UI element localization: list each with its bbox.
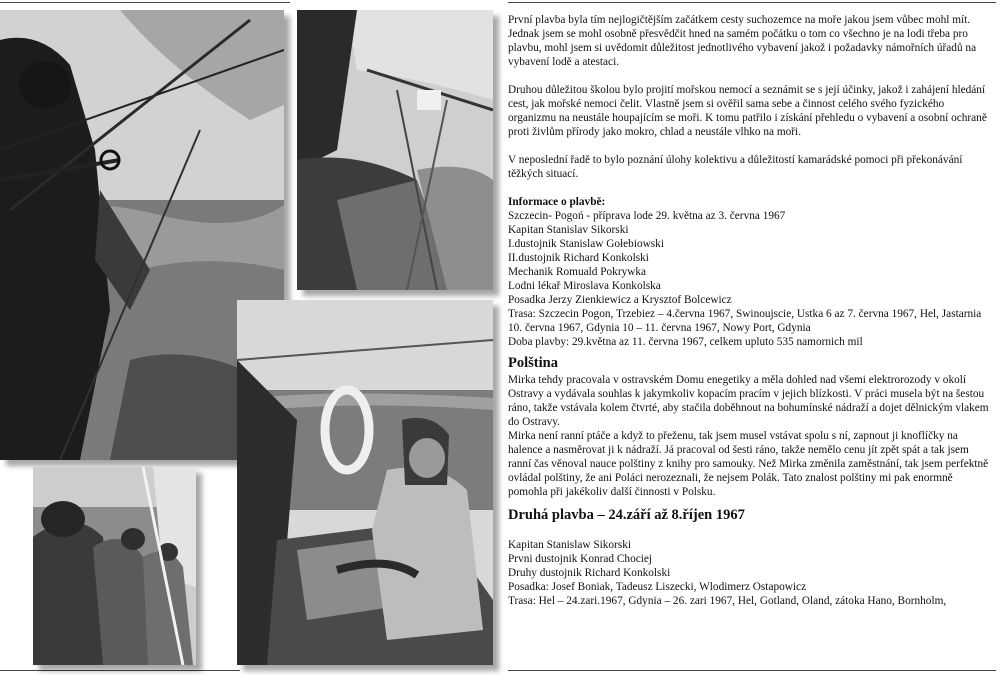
second-voyage-line: Trasa: Hel – 24.zari.1967, Gdynia – 26. zari 1967, Hel, Gotland, Oland, zátoka Hano, Bornholm, — [508, 595, 947, 607]
voyage-info-line: Szczecin- Pogoń - příprava lode 29. května az 3. června 1967 — [508, 210, 786, 222]
polish-paragraph-1: Mirka tehdy pracovala v ostravském Domu enegetiky a měla dohled nad všemi elektrorozody v okolí Ostravy a vydávala souhlas k jakymkoliv kopacím pracím v jejich blízkosti. V práci musela být na šestou ráno, takže vstávala kolem čtvrté, aby stačila doběhnout na bohumínské nádraží a dojet dělnickým vlakem do Ostravy. — [508, 374, 989, 428]
second-voyage-line: Posadka: Josef Boniak, Tadeusz Liszecki, Wlodimerz Ostapowicz — [508, 581, 807, 593]
voyage-info-line: Mechanik Romuald Pokrywka — [508, 266, 647, 278]
photo-deck-sails-image — [297, 10, 493, 290]
intro-paragraph-1: První plavba byla tím nejlogičtějším začátkem cesty suchozemce na moře jakou jsem vůbec mohl mít. Jednak jsem se mohl osobně přesvědčit hned na samém počátku o tom co všechno je na lodi třeba pro plavbu, mohl jsem si uvědomit důležitost jednotlivého vybavení jakož i požadavky námořních úřadů na vybavení lodě a atestaci. — [508, 14, 977, 68]
voyage-info-line: Posadka Jerzy Zienkiewicz a Krysztof Bolcewicz — [508, 294, 732, 306]
polish-paragraph-2: Mirka není ranní ptáče a když to přeženu, tak jsem musel vstávat spolu s ní, zapnout ji knoflíčky na halence a nasměrovat ji k nádraží. Já pracoval od šesti ráno, takže nemělo cenu jít zpět spát a tak jsem ranní čas věnoval nauce polštiny z knihy pro samouky. Než Mirka změnila zaměstnání, tak jsem perfektně ovládal polštiny, že ani Poláci nerozeznali, že nejsem Polák. Tato znalost polštiny mi pak enormně pomohla při jakékoliv další činnosti v Polsku. — [508, 430, 989, 498]
photo-helmsman — [237, 300, 493, 665]
second-voyage-list — [508, 538, 994, 608]
polish-section-heading: Polština — [508, 355, 558, 371]
article-text — [508, 13, 994, 608]
voyage-info-line: II.dustojnik Richard Konkolski — [508, 252, 649, 264]
photo-crew-oilskins — [33, 467, 196, 665]
voyage-info-route: Trasa: Szczecin Pogon, Trzebiez – 4.června 1967, Swinoujscie, Ustka 6 az 7. června 1967, Hel, Jastarnia 10. června 1967, Gdynia 10 – 11. června 1967, Nowy Port, Gdynia — [508, 308, 982, 334]
voyage-info-line: Lodni lékař Miroslava Konkolska — [508, 280, 661, 292]
intro-paragraph-2: Druhou důležitou školou bylo projití mořskou nemocí a seznámit se s její účinky, jakož i zahájení hledání cest, jak mořské nemoci čelit. Vlastně jsem si ověřil sama sebe a činnost celého svého fyzického organizmu na neustále houpajícím se moři. K tomu patřilo i získání přehledu o vybavení a osobní ochraně proti živlům přírody jako mokro, chlad a neustále vlhko na moři. — [508, 84, 987, 138]
second-voyage-line: Druhy dustojnik Richard Konkolski — [508, 567, 671, 579]
photo-deck-sails — [297, 10, 493, 290]
voyage-info-line: Doba plavby: 29.května az 11. června 1967, celkem upluto 535 namornich mil — [508, 336, 863, 348]
photo-crew-oilskins-image — [33, 467, 196, 665]
top-rule-right — [508, 2, 996, 3]
top-rule-left — [0, 2, 290, 3]
photo-helmsman-image — [237, 300, 493, 665]
voyage-info-heading: Informace o plavbě: — [508, 196, 606, 208]
intro-paragraph-3: V neposlední řadě to bylo poznání úlohy kolektivu a důležitostí kamarádské pomoci při překonávání těžkých situací. — [508, 154, 963, 180]
bottom-rule-right — [508, 670, 996, 671]
voyage-info-line: I.dustojnik Stanislaw Gołebiowski — [508, 238, 664, 250]
voyage-info-line: Kapitan Stanislav Sikorski — [508, 224, 629, 236]
voyage-info-list — [508, 209, 994, 349]
second-voyage-line: Kapitan Stanislaw Sikorski — [508, 539, 632, 551]
second-voyage-heading: Druhá plavba – 24.září až 8.říjen 1967 — [508, 507, 745, 523]
bottom-rule-left — [0, 670, 240, 671]
second-voyage-line: Prvni dustojnik Konrad Chociej — [508, 553, 653, 565]
